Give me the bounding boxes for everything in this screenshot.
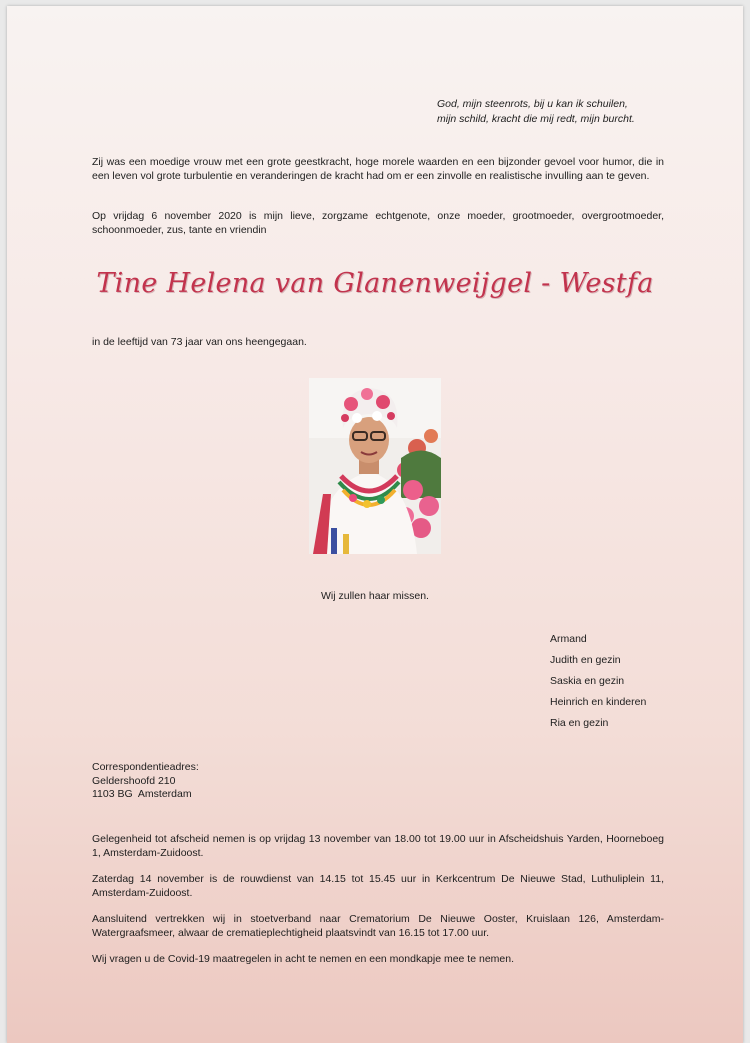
covid-notice: Wij vragen u de Covid-19 maatregelen in acht te nemen en een mondkapje mee te nemen. bbox=[92, 953, 514, 965]
memorial-card bbox=[7, 6, 743, 1043]
service-details: Zaterdag 14 november is de rouwdienst van 14.15 tot 15.45 uur in Kerkcentrum De Nieuwe Stad, Luthuliplein 11, Amsterdam-Zuidoost. bbox=[92, 873, 664, 899]
family-member: Armand bbox=[550, 633, 587, 645]
family-list bbox=[550, 631, 646, 736]
deceased-name: Tine Helena van Glanenweijgel - Westfa bbox=[96, 268, 654, 299]
viewing-details: Gelegenheid tot afscheid nemen is op vrijdag 13 november van 18.00 tot 19.00 uur in Afscheidshuis Yarden, Hoorneboeg 1, Amsterdam-Zuidoost. bbox=[92, 833, 664, 859]
family-member: Ria en gezin bbox=[550, 717, 609, 729]
intro-paragraph-2: Op vrijdag 6 november 2020 is mijn lieve, zorgzame echtgenote, onze moeder, grootmoeder, overgrootmoeder, schoonmoeder, zus, tante en vriendin bbox=[92, 210, 664, 236]
portrait-illustration bbox=[309, 378, 441, 554]
cremation-details: Aansluitend vertrekken wij in stoetverband naar Crematorium De Nieuwe Ooster, Kruislaan 126, Amsterdam-Watergraafsmeer, alwaar de crematieplechtigheid plaatsvindt van 16.15 tot 17.00 uur. bbox=[92, 913, 664, 939]
age-text: in de leeftijd van 73 jaar van ons heengegaan. bbox=[92, 336, 307, 348]
family-member: Heinrich en kinderen bbox=[550, 696, 647, 708]
address-street: Geldershoofd 210 bbox=[92, 774, 176, 787]
missing-text: Wij zullen haar missen. bbox=[321, 590, 429, 602]
verse-line-2: mijn schild, kracht die mij redt, mijn burcht. bbox=[437, 112, 635, 125]
bible-verse bbox=[437, 97, 677, 126]
verse-line-1: God, mijn steenrots, bij u kan ik schuilen, bbox=[437, 98, 628, 110]
correspondence-address bbox=[92, 761, 199, 802]
portrait-photo bbox=[309, 378, 441, 554]
family-member: Saskia en gezin bbox=[550, 675, 625, 687]
address-city: 1103 BG Amsterdam bbox=[92, 788, 192, 800]
family-member: Judith en gezin bbox=[550, 654, 621, 666]
address-heading: Correspondentieadres: bbox=[92, 761, 199, 773]
intro-paragraph-1: Zij was een moedige vrouw met een grote geestkracht, hoge morele waarden en een bijzonder gevoel voor humor, die in een leven vol grote turbulentie en veranderingen de kracht had om er een zinvolle en realistische invulling aan te geven. bbox=[92, 156, 664, 182]
